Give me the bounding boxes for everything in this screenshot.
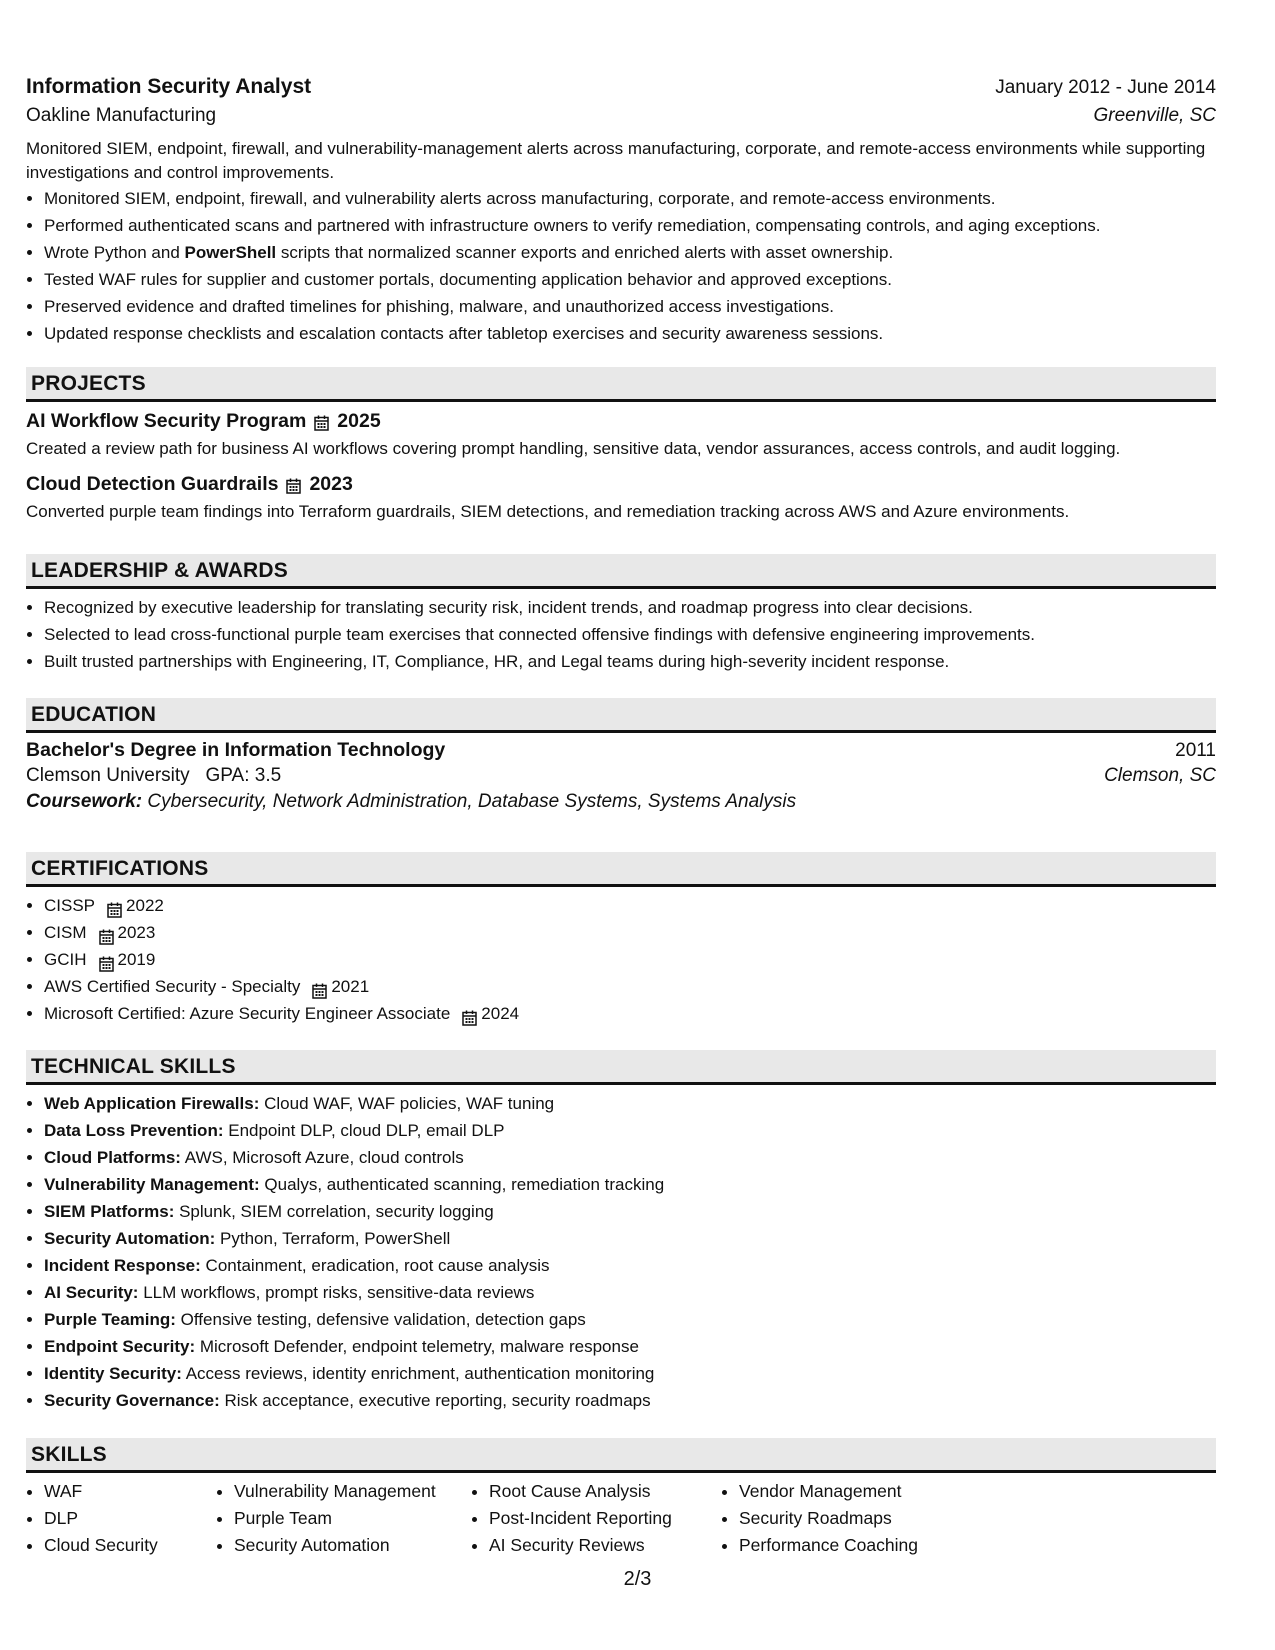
job-bullets (26, 185, 1216, 347)
projects-section (26, 367, 1216, 524)
list-item (44, 1252, 1216, 1279)
skill-values: Containment, eradication, root cause analysis (205, 1256, 550, 1275)
list-item: • Vendor Management (739, 1478, 999, 1505)
skill-values: Access reviews, identity enrichment, authentication monitoring (185, 1364, 655, 1383)
skill-values: Microsoft Defender, endpoint telemetry, malware response (199, 1337, 639, 1356)
list-item (44, 919, 1216, 946)
list-item: • AI Security Reviews (489, 1532, 721, 1559)
cert-name: CISM (44, 923, 87, 942)
leadership-list (26, 594, 1216, 675)
section-heading: PROJECTS (26, 367, 1216, 402)
cert-year: 2024 (481, 1004, 520, 1023)
coursework (26, 791, 1216, 813)
list-item: • Performed authenticated scans and partnered with infrastructure owners to verify remediation, compensating controls, and aging exceptions. (44, 212, 1216, 239)
skill-category: Vulnerability Management: (44, 1175, 260, 1194)
school-location: Clemson, SC (1104, 765, 1216, 786)
school: Clemson University (26, 765, 190, 786)
calendar-icon (312, 980, 327, 996)
cert-year: 2019 (117, 950, 156, 969)
list-item: • DLP (44, 1505, 216, 1532)
skill-values: LLM workflows, prompt risks, sensitive-data reviews (143, 1283, 535, 1302)
list-item: • Cloud Security (44, 1532, 216, 1559)
job-title: Information Security Analyst (26, 75, 312, 98)
list-item (44, 1225, 1216, 1252)
bullet-text-bold: PowerShell (184, 243, 277, 262)
list-item: • WAF (44, 1478, 216, 1505)
list-item: • Root Cause Analysis (489, 1478, 721, 1505)
section-heading: SKILLS (26, 1438, 1216, 1473)
calendar-icon (314, 414, 329, 430)
list-item: • Vulnerability Management (234, 1478, 471, 1505)
job-location: Greenville, SC (1093, 105, 1216, 126)
list-item (44, 892, 1216, 919)
skills-column (26, 1478, 216, 1559)
skill-values: Splunk, SIEM correlation, security logging (179, 1202, 494, 1221)
school-line (26, 765, 281, 787)
list-item: • Monitored SIEM, endpoint, firewall, and vulnerability alerts across manufacturing, corporate, and remote-access environments. (44, 185, 1216, 212)
list-item: • Tested WAF rules for supplier and customer portals, documenting application behavior and approved exceptions. (44, 266, 1216, 293)
technical-skills-list (26, 1090, 1216, 1414)
list-item (44, 1144, 1216, 1171)
list-item: • Post-Incident Reporting (489, 1505, 721, 1532)
list-item (44, 1387, 1216, 1414)
skill-values: Qualys, authenticated scanning, remediation tracking (264, 1175, 665, 1194)
skill-category: AI Security: (44, 1283, 139, 1302)
list-item (44, 1333, 1216, 1360)
project-title: AI Workflow Security Program (26, 410, 307, 432)
calendar-icon (462, 1007, 477, 1023)
skill-category: SIEM Platforms: (44, 1202, 175, 1221)
list-item (44, 1000, 1216, 1027)
certifications-list (26, 892, 1216, 1027)
technical-skills-section (26, 1050, 1216, 1414)
project-title: Cloud Detection Guardrails (26, 473, 279, 495)
list-item (44, 1198, 1216, 1225)
skill-category: Security Governance: (44, 1391, 220, 1410)
cert-name: GCIH (44, 950, 87, 969)
list-item: • Purple Team (234, 1505, 471, 1532)
skill-values: AWS, Microsoft Azure, cloud controls (184, 1148, 464, 1167)
skill-category: Incident Response: (44, 1256, 201, 1275)
list-item (44, 973, 1216, 1000)
skill-category: Web Application Firewalls: (44, 1094, 260, 1113)
education-section (26, 698, 1216, 813)
job-summary: Monitored SIEM, endpoint, firewall, and vulnerability-management alerts across manufacturing, corporate, and remote-access environments while supporting investigations and control improvements. (26, 139, 1206, 182)
list-item: • Recognized by executive leadership for translating security risk, incident trends, and roadmap progress into clear decisions. (44, 594, 1216, 621)
list-item: • Built trusted partnerships with Engineering, IT, Compliance, HR, and Legal teams during high-severity incident response. (44, 648, 1216, 675)
job-dates: January 2012 - June 2014 (995, 77, 1216, 98)
list-item (44, 1279, 1216, 1306)
skills-column (721, 1478, 999, 1559)
bullet-text-post: scripts that normalized scanner exports and enriched alerts with asset ownership. (276, 243, 894, 262)
list-item: • Selected to lead cross-functional purple team exercises that connected offensive findings with defensive engineering improvements. (44, 621, 1216, 648)
skill-category: Data Loss Prevention: (44, 1121, 224, 1140)
project-year: 2025 (337, 410, 381, 432)
cert-year: 2023 (117, 923, 156, 942)
skill-category: Endpoint Security: (44, 1337, 196, 1356)
experience-entry (26, 75, 1216, 347)
graduation-year: 2011 (1175, 740, 1216, 761)
skill-values: Endpoint DLP, cloud DLP, email DLP (228, 1121, 505, 1140)
degree: Bachelor's Degree in Information Technology (26, 739, 446, 761)
coursework-label: Coursework: (26, 791, 143, 812)
coursework-list: Cybersecurity, Network Administration, Database Systems, Systems Analysis (147, 791, 797, 812)
skill-values: Risk acceptance, executive reporting, security roadmaps (224, 1391, 651, 1410)
skill-values: Offensive testing, defensive validation, detection gaps (180, 1310, 586, 1329)
list-item (44, 1360, 1216, 1387)
section-heading: EDUCATION (26, 698, 1216, 733)
list-item: • Updated response checklists and escalation contacts after tabletop exercises and security awareness sessions. (44, 320, 1216, 347)
skill-category: Cloud Platforms: (44, 1148, 181, 1167)
skill-values: Cloud WAF, WAF policies, WAF tuning (264, 1094, 555, 1113)
project-title-row (26, 410, 1216, 433)
skills-section (26, 1438, 1216, 1559)
skill-category: Purple Teaming: (44, 1310, 176, 1329)
list-item (44, 1117, 1216, 1144)
list-item: • Security Roadmaps (739, 1505, 999, 1532)
project-year: 2023 (309, 473, 353, 495)
section-heading: CERTIFICATIONS (26, 852, 1216, 887)
job-company: Oakline Manufacturing (26, 105, 217, 126)
list-item (44, 946, 1216, 973)
skills-column (216, 1478, 471, 1559)
cert-name: AWS Certified Security - Specialty (44, 977, 301, 996)
cert-name: Microsoft Certified: Azure Security Engineer Associate (44, 1004, 451, 1023)
skill-category: Security Automation: (44, 1229, 216, 1248)
certifications-section (26, 852, 1216, 1027)
leadership-section (26, 554, 1216, 675)
calendar-icon (286, 477, 301, 493)
list-item: • Security Automation (234, 1532, 471, 1559)
page-number: 2/3 (623, 1568, 652, 1590)
calendar-icon (99, 926, 114, 942)
cert-name: CISSP (44, 896, 96, 915)
skill-values: Python, Terraform, PowerShell (220, 1229, 451, 1248)
calendar-icon (99, 953, 114, 969)
skill-category: Identity Security: (44, 1364, 182, 1383)
project-description: Converted purple team findings into Terraform guardrails, SIEM detections, and remediation tracking across AWS and Azure environments. (26, 502, 1070, 521)
project-title-row (26, 473, 1216, 496)
skills-columns (26, 1478, 1216, 1559)
cert-year: 2022 (126, 896, 164, 915)
list-item: • Performance Coaching (739, 1532, 999, 1559)
calendar-icon (107, 899, 122, 915)
list-item (44, 1306, 1216, 1333)
gpa: GPA: 3.5 (205, 765, 282, 786)
list-item (44, 239, 1216, 266)
section-heading: LEADERSHIP & AWARDS (26, 554, 1216, 589)
project-description: Created a review path for business AI workflows covering prompt handling, sensitive data, vendor assurances, access controls, and audit logging. (26, 439, 1121, 458)
skills-column (471, 1478, 721, 1559)
section-heading: TECHNICAL SKILLS (26, 1050, 1216, 1085)
list-item (44, 1090, 1216, 1117)
list-item: • Preserved evidence and drafted timelines for phishing, malware, and unauthorized access investigations. (44, 293, 1216, 320)
bullet-text-pre: Wrote Python and (44, 243, 185, 262)
list-item (44, 1171, 1216, 1198)
cert-year: 2021 (331, 977, 370, 996)
